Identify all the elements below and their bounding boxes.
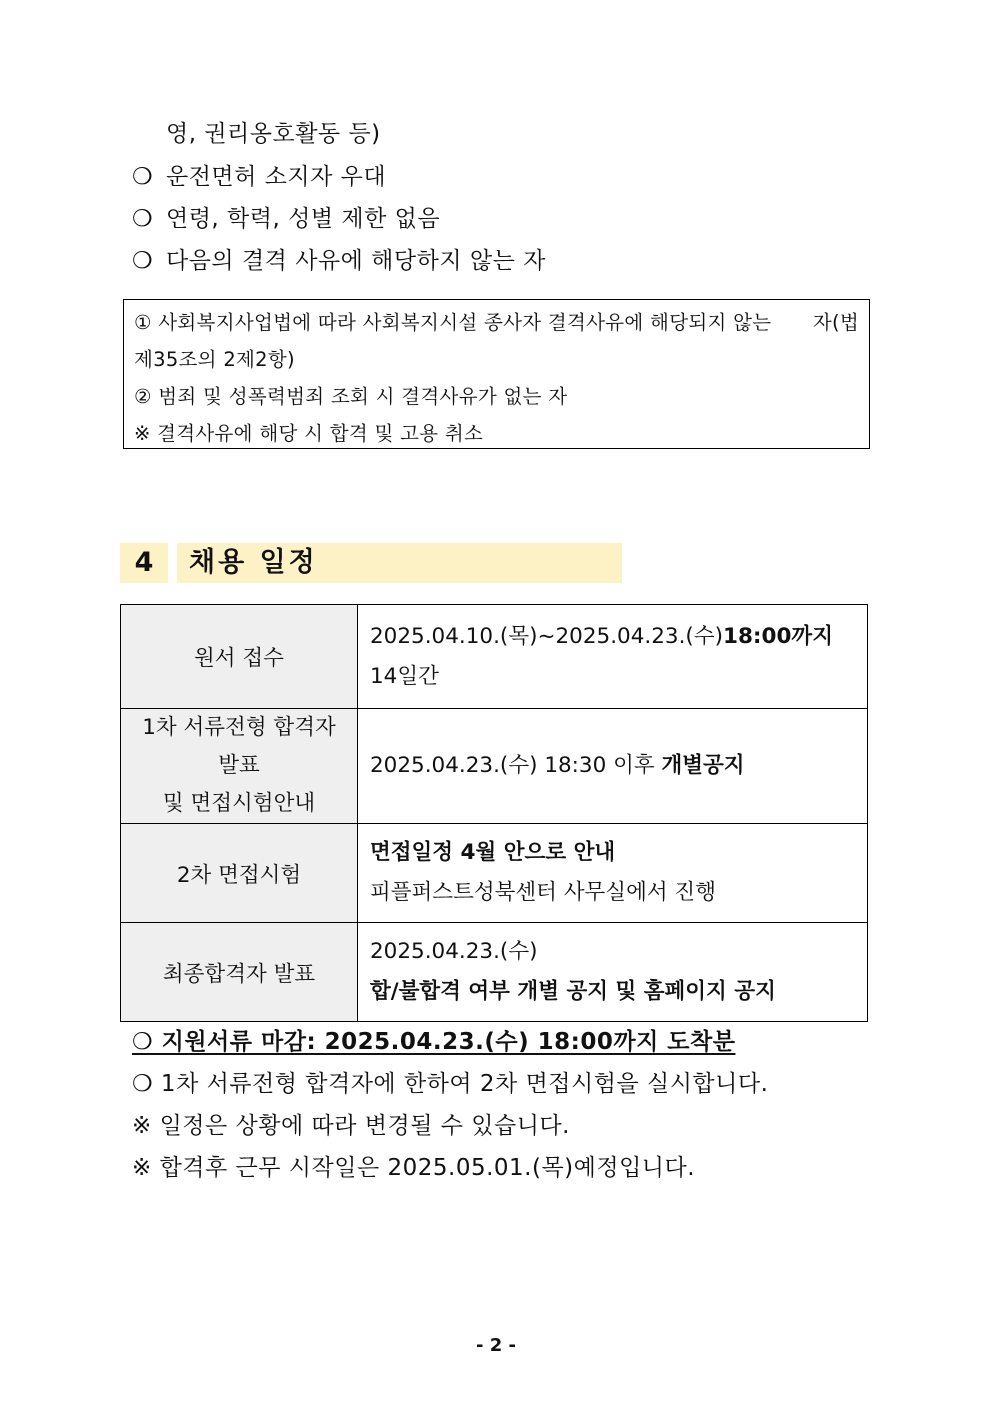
table-row xyxy=(121,709,868,824)
qualification-item-disqualification: ❍ 다음의 결격 사유에 해당하지 않는 자 xyxy=(132,248,546,274)
bullet-icon: ❍ xyxy=(132,206,154,232)
disqualification-line-2: 제35조의 2제2항) xyxy=(134,348,295,371)
bullet-icon: ❍ xyxy=(132,164,154,190)
table-row xyxy=(121,824,868,923)
table-row xyxy=(121,923,868,1022)
interview-note: ❍ 1차 서류전형 합격자에 한하여 2차 면접시험을 실시합니다. xyxy=(132,1071,769,1097)
row-header-final-result: 최종합격자 발표 xyxy=(121,923,358,1022)
schedule-change-note: ※ 일정은 상황에 따라 변경될 수 있습니다. xyxy=(132,1113,570,1139)
disqualification-line-4: ※ 결격사유에 해당 시 합격 및 고용 취소 xyxy=(134,422,484,445)
row-value-interview: 면접일정 4월 안으로 안내 피플퍼스트성북센터 사무실에서 진행 xyxy=(358,824,868,923)
row-header-document-result: 1차 서류전형 합격자발표 및 면접시험안내 xyxy=(121,709,358,824)
qualification-continuation: 영, 권리옹호활동 등) xyxy=(166,121,381,147)
schedule-table xyxy=(120,604,868,1022)
deadline-note: ❍ 지원서류 마감: 2025.04.23.(수) 18:00까지 도착분 xyxy=(132,1029,736,1055)
disqualification-line-1: ① 사회복지사업법에 따라 사회복지시설 종사자 결격사유에 해당되지 않는 자(법 xyxy=(134,311,859,334)
table-row xyxy=(121,605,868,709)
row-value-document-result: 2025.04.23.(수) 18:30 이후 개별공지 xyxy=(358,709,868,824)
disqualification-box xyxy=(123,299,870,449)
section-number: 4 xyxy=(120,543,168,583)
row-value-application: 2025.04.10.(목)~2025.04.23.(수)18:00까지 14일간 xyxy=(358,605,868,709)
section-title: 채용 일정 xyxy=(177,543,622,583)
qualification-item-no-limit: ❍ 연령, 학력, 성별 제한 없음 xyxy=(132,206,441,232)
start-date-note: ※ 합격후 근무 시작일은 2025.05.01.(목)예정입니다. xyxy=(132,1155,696,1181)
page-number: - 2 - xyxy=(476,1335,516,1356)
qualification-item-license: ❍ 운전면허 소지자 우대 xyxy=(132,164,387,190)
row-value-final-result: 2025.04.23.(수) 합/불합격 여부 개별 공지 및 홈페이지 공지 xyxy=(358,923,868,1022)
disqualification-line-3: ② 범죄 및 성폭력범죄 조회 시 결격사유가 없는 자 xyxy=(134,385,568,408)
row-header-interview: 2차 면접시험 xyxy=(121,824,358,923)
row-header-application: 원서 접수 xyxy=(121,605,358,709)
bullet-icon: ❍ xyxy=(132,248,154,274)
